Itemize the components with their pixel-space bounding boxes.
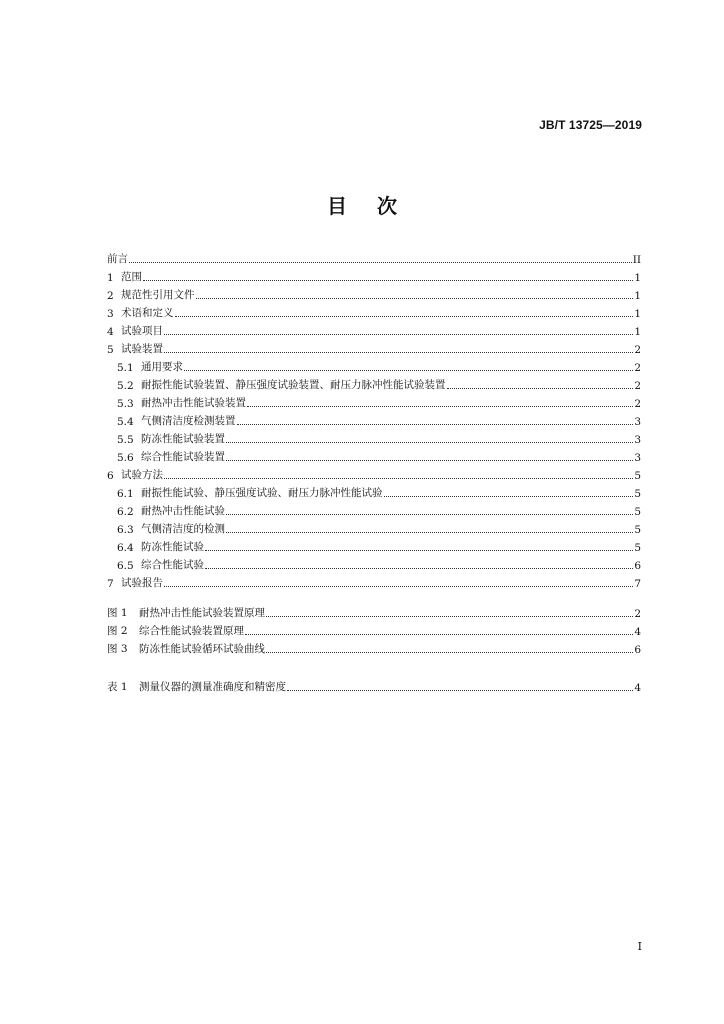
dot-leader <box>245 634 633 635</box>
entry-page: 6 <box>634 644 641 656</box>
entry-label: 耐振性能试验、静压强度试验、耐压力脉冲性能试验 <box>141 487 383 499</box>
entry-number: 6 <box>107 470 114 482</box>
entry-number: 5.2 <box>117 380 134 392</box>
entry-label: 防冻性能试验循环试验曲线 <box>139 643 265 655</box>
dot-leader <box>226 442 633 443</box>
entry-number: 6.4 <box>117 542 134 554</box>
entry-label: 测量仪器的测量准确度和精密度 <box>139 681 286 693</box>
dot-leader <box>266 616 633 617</box>
toc-entry[interactable] <box>107 250 641 266</box>
toc-entry[interactable] <box>117 358 641 374</box>
entry-page: 3 <box>634 452 641 464</box>
entry-page: 1 <box>634 290 641 302</box>
entry-label: 耐热冲击性能试验装置 <box>141 397 246 409</box>
figure-entry[interactable] <box>107 604 641 620</box>
dot-leader <box>164 334 633 335</box>
entry-page: 1 <box>634 272 641 284</box>
entry-label: 耐振性能试验装置、静压强度试验装置、耐压力脉冲性能试验装置 <box>141 379 446 391</box>
toc-entry[interactable] <box>107 340 641 356</box>
toc-entry[interactable] <box>107 286 641 302</box>
entry-label: 术语和定义 <box>121 307 174 319</box>
page-title <box>0 190 724 219</box>
dot-leader <box>205 568 633 569</box>
entry-label: 规范性引用文件 <box>121 289 195 301</box>
entry-label: 综合性能试验 <box>141 559 204 571</box>
entry-label: 耐热冲击性能试验装置原理 <box>139 607 265 619</box>
entry-number: 1 <box>107 272 114 284</box>
toc-entry[interactable] <box>107 322 641 338</box>
dot-leader <box>447 388 634 389</box>
title-char-2: 次 <box>377 194 397 218</box>
dot-leader <box>384 496 634 497</box>
entry-number: 6.1 <box>117 488 134 500</box>
entry-label: 综合性能试验装置原理 <box>139 625 244 637</box>
entry-number: 3 <box>107 308 114 320</box>
dot-leader <box>164 352 633 353</box>
entry-number: 6.2 <box>117 506 134 518</box>
entry-page: 7 <box>634 578 641 590</box>
entry-number: 4 <box>107 326 114 338</box>
dot-leader <box>287 690 633 691</box>
entry-page: 5 <box>634 506 641 518</box>
dot-leader <box>226 532 633 533</box>
entry-page: 2 <box>634 380 641 392</box>
dot-leader <box>164 586 633 587</box>
entry-label: 试验装置 <box>121 343 163 355</box>
entry-label: 试验方法 <box>121 469 163 481</box>
entry-label: 防冻性能试验 <box>141 541 204 553</box>
entry-page: 3 <box>634 416 641 428</box>
toc-entry[interactable] <box>117 394 641 410</box>
dot-leader <box>164 478 633 479</box>
dot-leader <box>205 550 633 551</box>
dot-leader <box>184 370 633 371</box>
entry-label: 试验报告 <box>121 577 163 589</box>
entry-number: 7 <box>107 578 114 590</box>
entry-page: 5 <box>634 488 641 500</box>
page-number: I <box>637 940 642 953</box>
entry-number: 5.5 <box>117 434 134 446</box>
entry-number: 5.1 <box>117 362 134 374</box>
toc-entry[interactable] <box>117 430 641 446</box>
entry-page: 2 <box>634 362 641 374</box>
entry-number: 2 <box>107 290 114 302</box>
entry-page: 4 <box>634 626 641 638</box>
toc-entry[interactable] <box>117 502 641 518</box>
entry-page: 1 <box>634 308 641 320</box>
entry-number: 5 <box>107 344 114 356</box>
toc-entry[interactable] <box>107 268 641 284</box>
toc-entry[interactable] <box>117 376 641 392</box>
entry-label: 试验项目 <box>121 325 163 337</box>
entry-number: 6.5 <box>117 560 134 572</box>
entry-number: 表 1 <box>107 681 128 693</box>
dot-leader <box>266 652 633 653</box>
toc-entry[interactable] <box>117 538 641 554</box>
entry-page: 2 <box>634 344 641 356</box>
entry-page: 5 <box>634 542 641 554</box>
toc-entry[interactable] <box>107 304 641 320</box>
entry-number: 图 3 <box>107 643 128 655</box>
entry-number: 5.4 <box>117 416 134 428</box>
dot-leader <box>129 262 632 263</box>
entry-label: 通用要求 <box>141 361 183 373</box>
toc-entry[interactable] <box>117 484 641 500</box>
entry-label: 前言 <box>107 253 128 265</box>
toc-entry[interactable] <box>107 466 641 482</box>
entry-number: 5.6 <box>117 452 134 464</box>
entry-number: 5.3 <box>117 398 134 410</box>
entry-number: 6.3 <box>117 524 134 536</box>
toc-entry[interactable] <box>117 412 641 428</box>
entry-number: 图 2 <box>107 625 128 637</box>
entry-page: II <box>632 254 641 266</box>
figure-entry[interactable] <box>107 640 641 656</box>
entry-label: 气侧清洁度检测装置 <box>141 415 236 427</box>
dot-leader <box>247 406 633 407</box>
entry-label: 气侧清洁度的检测 <box>141 523 225 535</box>
entry-page: 1 <box>634 326 641 338</box>
toc-entry[interactable] <box>117 556 641 572</box>
dot-leader <box>237 424 634 425</box>
entry-page: 3 <box>634 434 641 446</box>
entry-page: 5 <box>634 524 641 536</box>
dot-leader <box>226 514 633 515</box>
entry-label: 综合性能试验装置 <box>141 451 225 463</box>
entry-page: 5 <box>634 470 641 482</box>
entry-label: 范围 <box>121 271 142 283</box>
toc-entry[interactable] <box>117 520 641 536</box>
toc-entry[interactable] <box>107 574 641 590</box>
dot-leader <box>226 460 633 461</box>
entry-page: 6 <box>634 560 641 572</box>
entry-number: 图 1 <box>107 607 128 619</box>
dot-leader <box>175 316 634 317</box>
table-entry[interactable] <box>107 678 641 694</box>
dot-leader <box>143 280 633 281</box>
standard-code: JB/T 13725—2019 <box>539 118 642 132</box>
title-char-1: 目 <box>327 194 347 218</box>
entry-label: 耐热冲击性能试验 <box>141 505 225 517</box>
entry-label: 防冻性能试验装置 <box>141 433 225 445</box>
toc-entry[interactable] <box>117 448 641 464</box>
dot-leader <box>196 298 634 299</box>
entry-page: 2 <box>634 398 641 410</box>
entry-page: 4 <box>634 682 641 694</box>
figure-entry[interactable] <box>107 622 641 638</box>
entry-page: 2 <box>634 608 641 620</box>
